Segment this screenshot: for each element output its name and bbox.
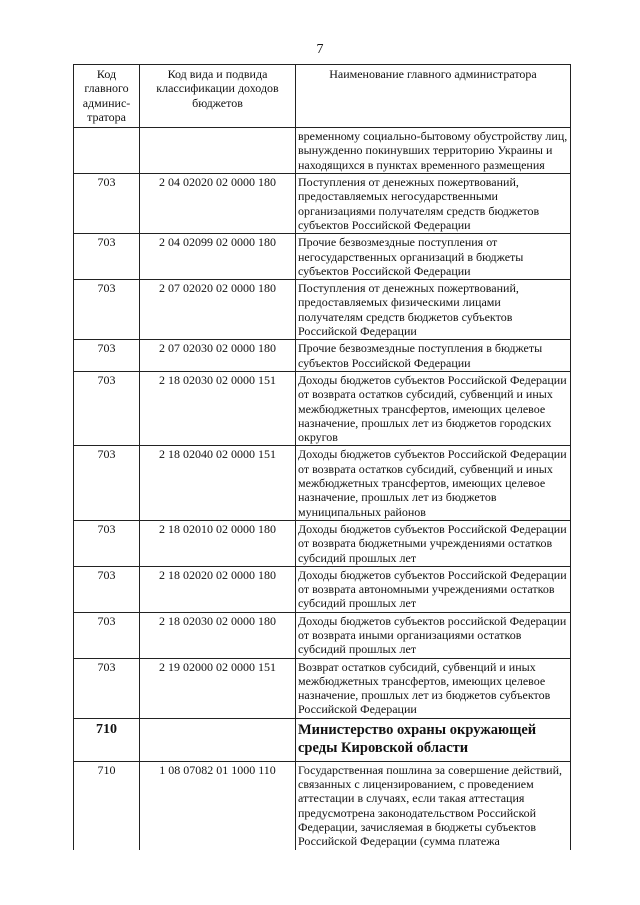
revenue-kind-cell: 2 18 02010 02 0000 180 [140, 520, 296, 566]
admin-name-cell: временному социально-бытовому обустройству лиц, вынужденно покинувших территорию Украины и находящихся в пунктах временного размещения [296, 128, 571, 174]
admin-name-cell: Прочие безвозмездные поступления от негосударственных организаций в бюджеты субъектов Российской Федерации [296, 234, 571, 280]
table-header-row [74, 65, 571, 128]
revenue-kind-cell: 2 04 02099 02 0000 180 [140, 234, 296, 280]
revenue-kind-cell: 2 07 02020 02 0000 180 [140, 280, 296, 340]
table-row [74, 446, 571, 520]
admin-code-cell: 703 [74, 658, 140, 718]
admin-code-cell: 703 [74, 446, 140, 520]
admin-name-cell: Доходы бюджетов субъектов Российской Федерации от возврата автономными учреждениями остатков субсидий прошлых лет [296, 566, 571, 612]
section-row [74, 718, 571, 761]
admin-name-cell: Поступления от денежных пожертвований, предоставляемых негосударственными организациями получателям средств бюджетов субъектов Российской Федерации [296, 174, 571, 234]
admin-name-cell: Возврат остатков субсидий, субвенций и иных межбюджетных трансфертов, имеющих целевое назначение, прошлых лет из бюджетов субъектов Российской Федерации [296, 658, 571, 718]
table-row [74, 234, 571, 280]
revenue-kind-cell: 2 07 02030 02 0000 180 [140, 340, 296, 372]
table-row [74, 761, 571, 849]
revenue-kind-cell: 2 04 02020 02 0000 180 [140, 174, 296, 234]
table-row [74, 128, 571, 174]
admin-name-cell: Доходы бюджетов субъектов Российской Федерации от возврата бюджетными учреждениями остатков субсидий прошлых лет [296, 520, 571, 566]
admin-code-cell: 703 [74, 280, 140, 340]
table-row [74, 340, 571, 372]
header-admin-code: Код главного админис- тратора [74, 65, 140, 128]
revenue-kind-cell: 2 18 02020 02 0000 180 [140, 566, 296, 612]
admin-name-cell: Доходы бюджетов субъектов Российской Федерации от возврата остатков субсидий, субвенций и иных межбюджетных трансфертов, имеющих целевое назначение, прошлых лет из бюджетов городских округов [296, 371, 571, 445]
admin-code-cell: 703 [74, 174, 140, 234]
admin-code-cell: 710 [74, 761, 140, 849]
admin-name-cell: Доходы бюджетов субъектов Российской Федерации от возврата остатков субсидий, субвенций и иных межбюджетных трансфертов, имеющих целевое назначение, прошлых лет из бюджетов муниципальных районов [296, 446, 571, 520]
table-row [74, 371, 571, 445]
table-row [74, 520, 571, 566]
revenue-kind-cell: 2 19 02000 02 0000 151 [140, 658, 296, 718]
admin-code-cell: 703 [74, 612, 140, 658]
table-row [74, 566, 571, 612]
revenue-kind-cell: 1 08 07082 01 1000 110 [140, 761, 296, 849]
page-number: 7 [316, 42, 324, 57]
table-row [74, 612, 571, 658]
table-row [74, 174, 571, 234]
admin-code-cell: 703 [74, 566, 140, 612]
admin-name-cell: Министерство охраны окружающей среды Кировской области [296, 718, 571, 761]
revenue-kind-cell: 2 18 02040 02 0000 151 [140, 446, 296, 520]
header-admin-name: Наименование главного администратора [296, 65, 571, 128]
revenue-kind-cell: 2 18 02030 02 0000 151 [140, 371, 296, 445]
admin-code-cell: 710 [74, 718, 140, 761]
revenue-kind-cell [140, 128, 296, 174]
admin-name-cell: Государственная пошлина за совершение действий, связанных с лицензированием, с проведением аттестации в случаях, если такая аттестация предусмотрена законодательством Российской Федерации, зачисляемая в бюджеты субъектов Российской Федерации (сумма платежа [296, 761, 571, 849]
admin-name-cell: Доходы бюджетов субъектов российской Федерации от возврата иными организациями остатков субсидий прошлых лет [296, 612, 571, 658]
revenue-kind-cell [140, 718, 296, 761]
admin-name-cell: Поступления от денежных пожертвований, предоставляемых физическими лицами получателям средств бюджетов субъектов Российской Федерации [296, 280, 571, 340]
header-revenue-kind: Код вида и подвида классификации доходов бюджетов [140, 65, 296, 128]
admin-code-cell: 703 [74, 371, 140, 445]
admin-code-cell: 703 [74, 234, 140, 280]
table-row [74, 658, 571, 718]
revenue-administrators-table [73, 64, 571, 850]
revenue-kind-cell: 2 18 02030 02 0000 180 [140, 612, 296, 658]
table-row [74, 280, 571, 340]
admin-code-cell: 703 [74, 340, 140, 372]
admin-name-cell: Прочие безвозмездные поступления в бюджеты субъектов Российской Федерации [296, 340, 571, 372]
admin-code-cell [74, 128, 140, 174]
admin-code-cell: 703 [74, 520, 140, 566]
